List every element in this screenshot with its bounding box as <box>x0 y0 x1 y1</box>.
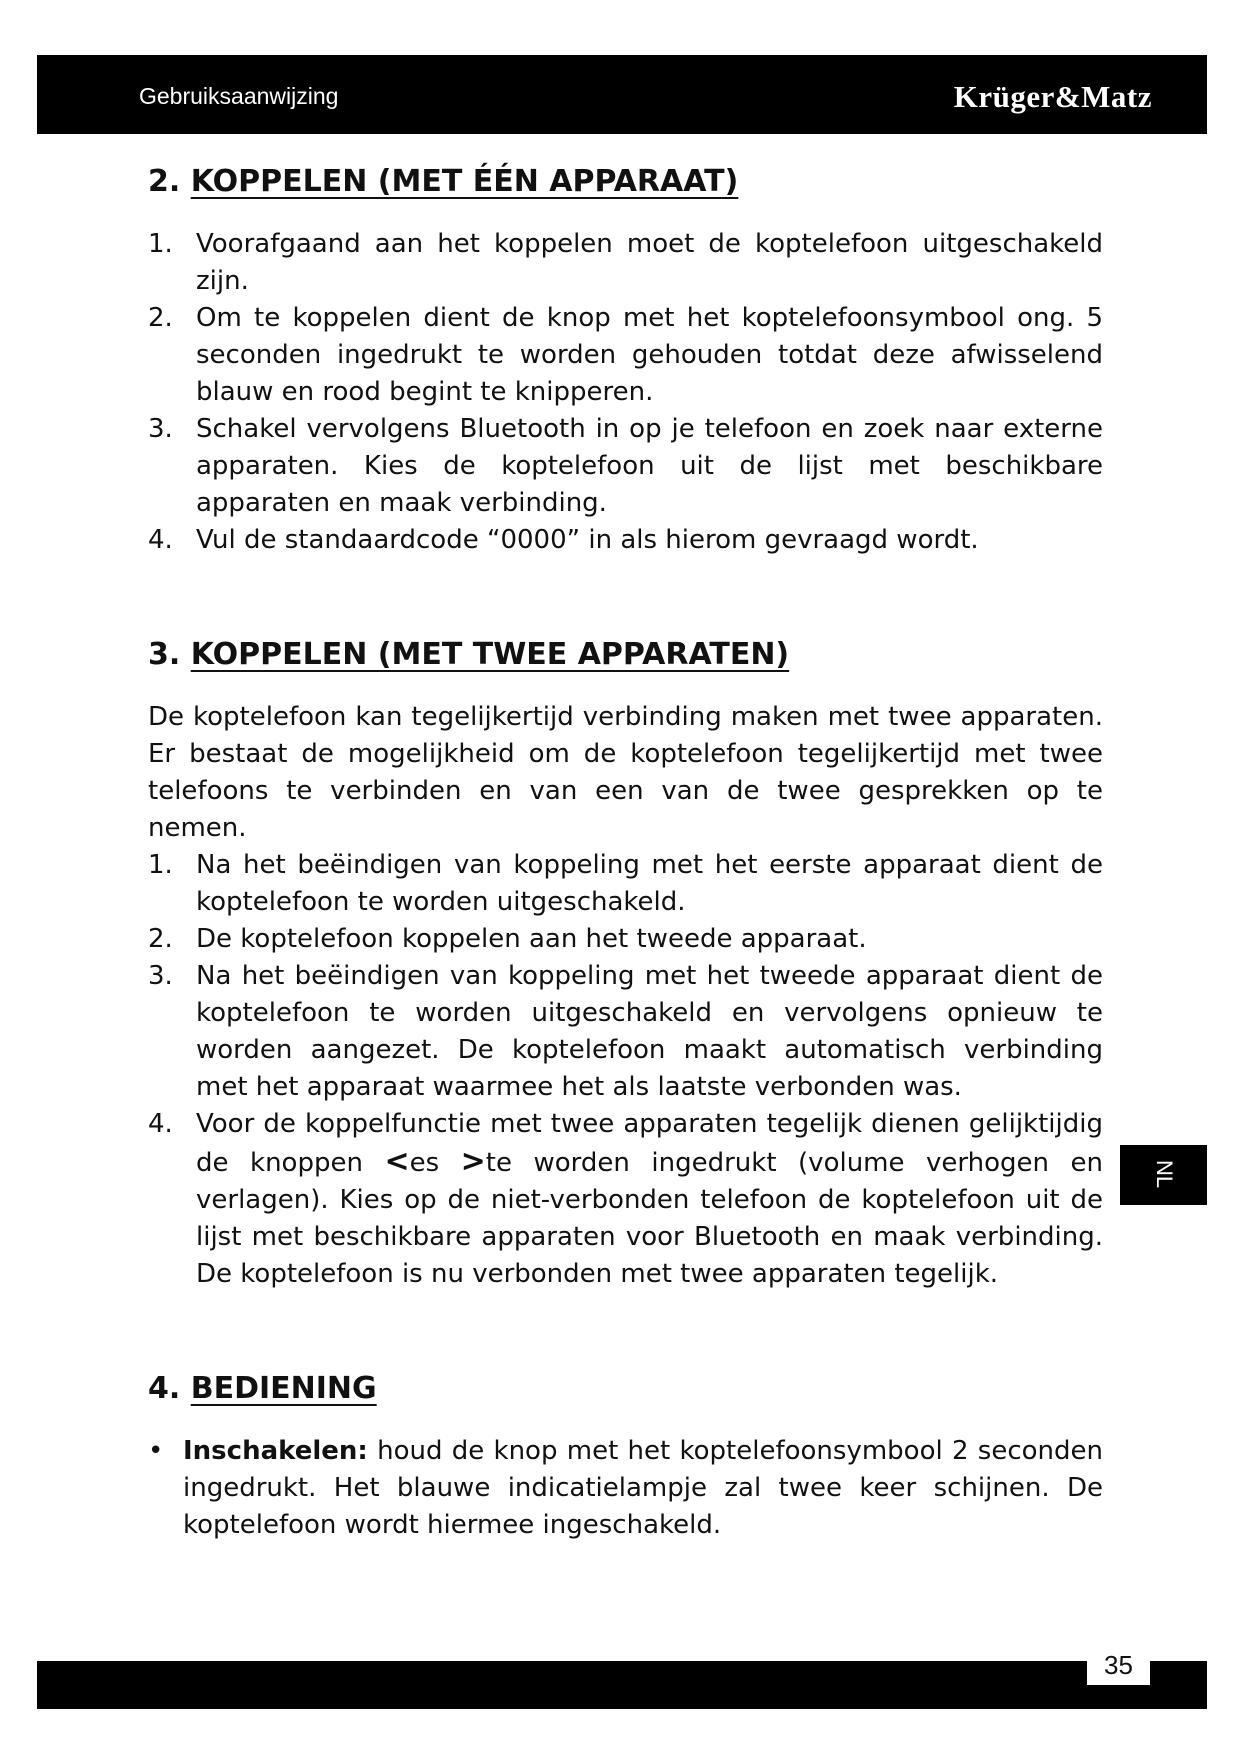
list-item <box>148 522 1103 559</box>
list-item <box>148 300 1103 411</box>
list-item-text: Vul de standaardcode “0000” in als hierom gevraagd wordt. <box>196 525 979 555</box>
list-item-number: 2. <box>148 924 173 954</box>
list-item-text-part: es <box>409 1148 461 1178</box>
list-item <box>148 1433 1103 1544</box>
list-item-text: Voorafgaand aan het koppelen moet de koptelefoon uitgeschakeld zijn. <box>196 229 1103 296</box>
section-4-heading <box>148 1367 1103 1411</box>
bullet-icon: • <box>148 1436 164 1466</box>
page-number: 35 <box>1087 1645 1150 1685</box>
footer-bar <box>37 1661 1207 1709</box>
list-item-text <box>196 1109 1103 1289</box>
list-item <box>148 226 1103 300</box>
list-item <box>148 921 1103 958</box>
list-item <box>148 1106 1103 1293</box>
list-item-text: Om te koppelen dient de knop met het koptelefoonsymbool ong. 5 seconden ingedrukt te worden gehouden totdat deze afwisselend blauw en rood begint te knipperen. <box>196 303 1103 407</box>
list-item <box>148 411 1103 522</box>
list-item-number: 1. <box>148 850 173 880</box>
section-2-heading <box>148 160 1103 204</box>
list-item-text: houd de knop met het koptelefoonsymbool 2 seconden ingedrukt. Het blauwe indicatielampje zal twee keer schijnen. De koptelefoon wordt hiermee ingeschakeld. <box>183 1436 1103 1540</box>
list-item-text-part: Voor de koppelfunctie met twee apparaten tegelijk dienen gelijktijdig de knoppen <box>196 1109 1103 1178</box>
document-type-label: Gebruiksaanwijzing <box>139 83 339 109</box>
list-item-text: Na het beëindigen van koppeling met het eerste apparaat dient de koptelefoon te worden uitgeschakeld. <box>196 850 1103 917</box>
list-item <box>148 958 1103 1106</box>
page-content <box>148 160 1103 1544</box>
section-2-title: KOPPELEN (MET ÉÉN APPARAAT) <box>190 164 739 199</box>
list-item-number: 4. <box>148 1109 173 1139</box>
section-2-number: 2. <box>148 164 181 199</box>
section-3-number: 3. <box>148 637 181 672</box>
list-item-bold-label: Inschakelen: <box>183 1436 368 1466</box>
list-item-number: 3. <box>148 961 173 991</box>
list-item-text-part: te worden ingedrukt (volume verhogen en verlagen). Kies op de niet-verbonden telefoon de koptelefoon uit de lijst met beschikbare apparaten voor Bluetooth en maak verbinding. De koptelefoon is nu verbonden met twee apparaten tegelijk. <box>196 1148 1103 1289</box>
section-4-list <box>148 1433 1103 1544</box>
section-3-list <box>148 847 1103 1293</box>
list-item-text: Schakel vervolgens Bluetooth in op je telefoon en zoek naar externe apparaten. Kies de koptelefoon uit de lijst met beschikbare apparaten en maak verbinding. <box>196 414 1103 518</box>
list-item-text: De koptelefoon koppelen aan het tweede apparaat. <box>196 924 867 954</box>
volume-down-icon: < <box>384 1144 410 1179</box>
section-3-heading <box>148 633 1103 677</box>
list-item-number: 1. <box>148 229 173 259</box>
volume-up-icon: > <box>460 1144 486 1179</box>
list-item-text: Na het beëindigen van koppeling met het tweede apparaat dient de koptelefoon te worden uitgeschakeld en vervolgens opnieuw te worden aangezet. De koptelefoon maakt automatisch verbinding met het apparaat waarmee het als laatste verbonden was. <box>196 961 1103 1102</box>
section-2-list <box>148 226 1103 559</box>
language-tab-label: NL <box>1152 1159 1178 1189</box>
language-tab <box>1120 1145 1207 1205</box>
list-item <box>148 847 1103 921</box>
section-3-title: KOPPELEN (MET TWEE APPARATEN) <box>190 637 790 672</box>
section-3-intro: De koptelefoon kan tegelijkertijd verbinding maken met twee apparaten. Er bestaat de mogelijkheid om de koptelefoon tegelijkertijd met twee telefoons te verbinden en van een van de twee gesprekken op te nemen. <box>148 702 1103 843</box>
section-4-title: BEDIENING <box>190 1371 377 1406</box>
brand-logo: Krüger&Matz <box>953 79 1152 114</box>
section-4-number: 4. <box>148 1371 181 1406</box>
list-item-number: 2. <box>148 303 173 333</box>
header-bar <box>37 55 1207 134</box>
list-item-number: 4. <box>148 525 173 555</box>
list-item-number: 3. <box>148 414 173 444</box>
